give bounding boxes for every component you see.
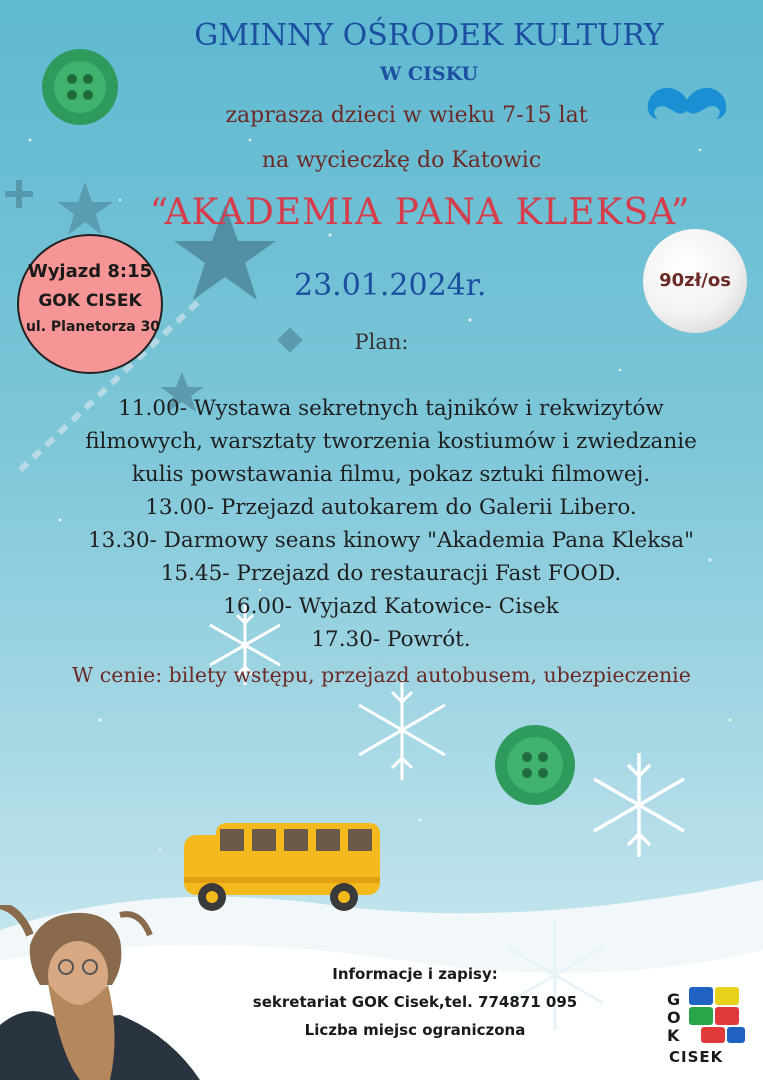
invite-text: zaprasza dzieci w wieku 7-15 lat [225,103,588,128]
contact-phone: sekretariat GOK Cisek,tel. 774871 095 [252,993,578,1011]
logo-letter: O [667,1008,681,1027]
schedule-line: 11.00- Wystawa sekretnych tajników i rekwizytów [118,396,664,421]
logo-letter: K [667,1026,680,1045]
limited-places-note: Liczba miejsc ograniczona [304,1021,526,1039]
schedule-line: 13.30- Darmowy seans kinowy "Akademia Pana Kleksa" [88,528,694,553]
departure-place: GOK CISEK [38,291,142,311]
trip-destination: na wycieczkę do Katowic [261,148,542,173]
logo-name: CISEK [669,1048,724,1066]
logo-letter: G [667,990,681,1009]
schedule-line: 15.45- Przejazd do restauracji Fast FOOD. [160,561,622,586]
schedule-list [30,392,752,656]
event-title: “AKADEMIA PANA KLEKSA” [149,192,691,233]
schedule-line: 13.00- Przejazd autokarem do Galerii Libero. [145,495,637,520]
professor-portrait [0,905,215,1080]
organizer-title: GMINNY OŚRODEK KULTURY [194,18,664,53]
event-date: 23.01.2024r. [294,268,487,303]
schedule-line: kulis powstawania filmu, pokaz sztuki filmowej. [131,462,651,487]
price-includes: W cenie: bilety wstępu, przejazd autobusem, ubezpieczenie [72,663,691,687]
schedule-line: 16.00- Wyjazd Katowice- Cisek [223,594,559,619]
schedule-line: 17.30- Powrót. [311,627,471,652]
schedule-line: filmowych, warsztaty tworzenia kostiumów i zwiedzanie [85,429,697,454]
plan-heading: Plan: [354,330,409,354]
departure-time: Wyjazd 8:15 [27,261,153,282]
organizer-location: W CISKU [379,63,479,85]
departure-address: ul. Planetorza 30 [25,319,161,335]
snowflake-icon [582,748,697,863]
contact-info [200,960,630,1044]
green-button-icon [493,723,577,807]
gok-puzzle-logo [687,985,747,1047]
contact-heading: Informacje i zapisy: [332,965,498,983]
price-badge: 90zł/os [643,229,747,333]
